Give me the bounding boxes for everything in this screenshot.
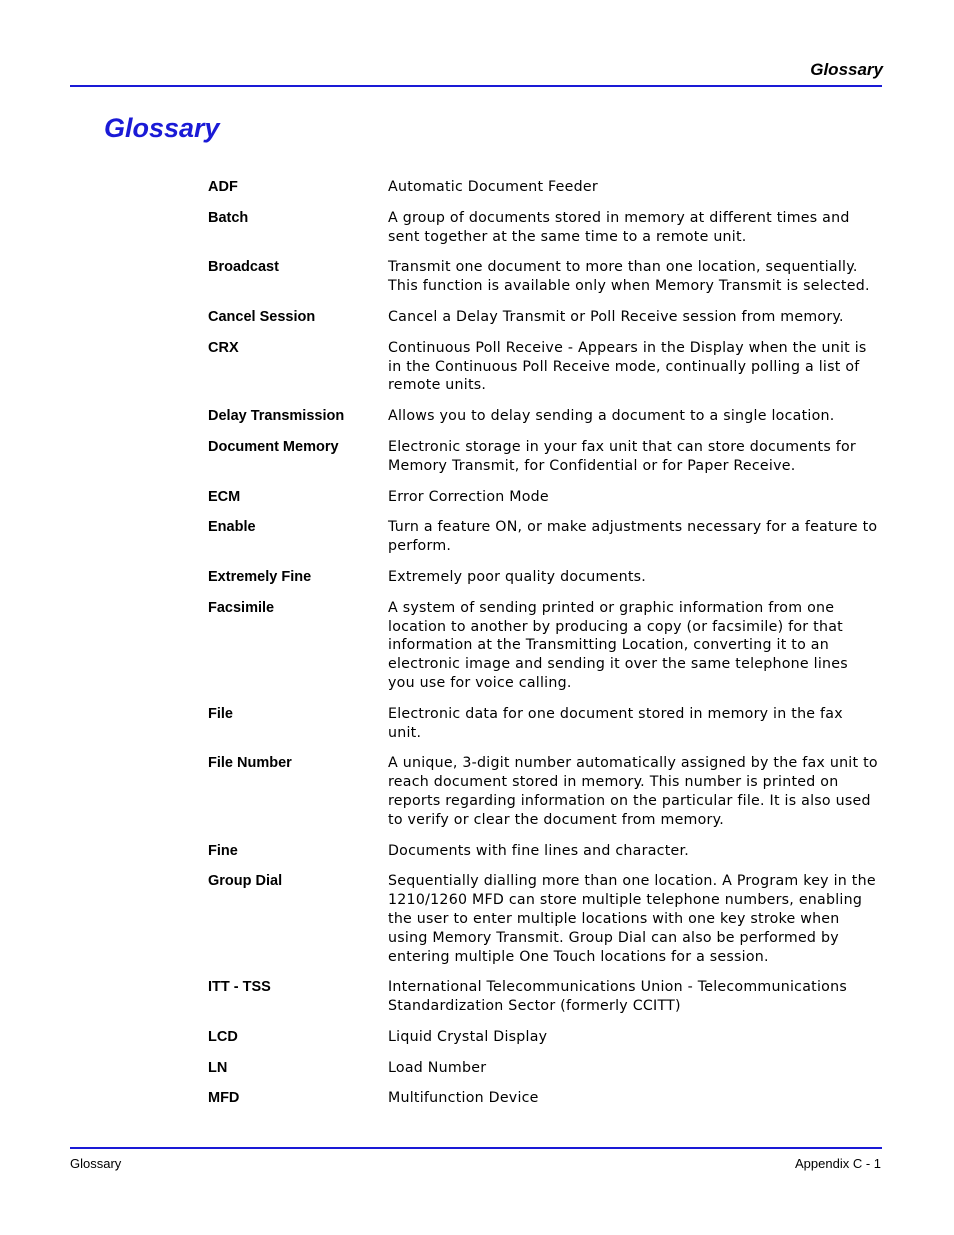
glossary-entry bbox=[208, 1028, 878, 1047]
glossary-term: ADF bbox=[208, 179, 238, 195]
glossary-entry bbox=[208, 1089, 878, 1108]
glossary-definition: Automatic Document Feeder bbox=[388, 179, 598, 195]
glossary-term: LN bbox=[208, 1059, 228, 1076]
glossary-definition: A system of sending printed or graphic information from one location to another by producing a copy (or facsimile) for that information at the Transmitting Location, converting it to an electronic image and sending it over the same telephone lines you use for voice calling. bbox=[388, 599, 848, 691]
glossary-entry bbox=[208, 978, 878, 1016]
glossary-entry bbox=[208, 705, 878, 743]
glossary-term: Fine bbox=[208, 842, 238, 859]
glossary-term: CRX bbox=[208, 339, 239, 356]
header-rule bbox=[70, 85, 882, 87]
glossary-entry bbox=[208, 754, 878, 829]
glossary-definition: A group of documents stored in memory at different times and sent together at the same time to a remote unit. bbox=[388, 209, 850, 245]
glossary-entry bbox=[208, 407, 878, 426]
glossary-term: Delay Transmission bbox=[208, 408, 345, 425]
glossary-term: Cancel Session bbox=[208, 308, 316, 325]
glossary-definition: Sequentially dialling more than one location. A Program key in the 1210/1260 MFD can store multiple telephone numbers, enabling the user to enter multiple locations with one key stroke when using Memory Transmit. Group Dial can also be performed by entering multiple One Touch locations for a session. bbox=[388, 873, 876, 965]
glossary-term: Document Memory bbox=[208, 438, 339, 455]
glossary-term: ITT - TSS bbox=[208, 979, 271, 996]
glossary-entry bbox=[208, 842, 878, 861]
glossary-term: Broadcast bbox=[208, 259, 279, 276]
glossary-definition: Documents with fine lines and character. bbox=[388, 842, 690, 859]
glossary-definition: A unique, 3-digit number automatically assigned by the fax unit to reach document stored in memory. This number is printed on reports regarding information on the particular file. It is also used to verify or clear the document from memory. bbox=[388, 755, 878, 828]
glossary-entry bbox=[208, 438, 878, 476]
glossary-definition: Multifunction Device bbox=[388, 1090, 539, 1107]
glossary-definition: Electronic storage in your fax unit that can store documents for Memory Transmit, for Confidential or for Paper Receive. bbox=[388, 438, 856, 474]
glossary-entry bbox=[208, 488, 878, 507]
glossary-term: Enable bbox=[208, 519, 256, 536]
glossary-list bbox=[208, 178, 878, 1120]
glossary-term: ECM bbox=[208, 488, 241, 505]
page-title: Glossary bbox=[104, 113, 220, 143]
glossary-definition: Transmit one document to more than one location, sequentially. This function is available only when Memory Transmit is selected. bbox=[388, 259, 870, 295]
glossary-term: Batch bbox=[208, 209, 249, 226]
glossary-definition: Liquid Crystal Display bbox=[388, 1028, 548, 1045]
glossary-entry bbox=[208, 599, 878, 693]
running-header-title: Glossary bbox=[810, 60, 883, 79]
glossary-term: Facsimile bbox=[208, 599, 275, 616]
glossary-term: MFD bbox=[208, 1090, 240, 1107]
glossary-term: Extremely Fine bbox=[208, 568, 312, 585]
glossary-entry bbox=[208, 258, 878, 296]
glossary-entry bbox=[208, 209, 878, 247]
glossary-entry bbox=[208, 872, 878, 966]
glossary-term: LCD bbox=[208, 1028, 238, 1045]
glossary-definition: Turn a feature ON, or make adjustments necessary for a feature to perform. bbox=[388, 519, 878, 555]
glossary-definition: Extremely poor quality documents. bbox=[388, 568, 647, 585]
glossary-entry bbox=[208, 1059, 878, 1078]
glossary-term: File Number bbox=[208, 755, 292, 772]
glossary-entry bbox=[208, 178, 878, 197]
glossary-definition: Allows you to delay sending a document to a single location. bbox=[388, 408, 835, 425]
glossary-entry bbox=[208, 568, 878, 587]
glossary-definition: Error Correction Mode bbox=[388, 488, 549, 505]
glossary-definition: Cancel a Delay Transmit or Poll Receive session from memory. bbox=[388, 308, 844, 325]
footer-rule bbox=[70, 1147, 882, 1149]
footer-section-title: Glossary bbox=[70, 1156, 122, 1171]
glossary-term: File bbox=[208, 705, 233, 722]
glossary-entry bbox=[208, 518, 878, 556]
glossary-entry bbox=[208, 339, 878, 395]
glossary-definition: Electronic data for one document stored in memory in the fax unit. bbox=[388, 705, 843, 741]
glossary-term: Group Dial bbox=[208, 873, 283, 890]
glossary-definition: Continuous Poll Receive - Appears in the Display when the unit is in the Continuous Poll Receive mode, continually polling a list of remote units. bbox=[388, 339, 867, 394]
glossary-entry bbox=[208, 308, 878, 327]
glossary-definition: International Telecommunications Union - Telecommunications Standardization Sector (formerly CCITT) bbox=[388, 979, 847, 1015]
footer-page-number: Appendix C - 1 bbox=[795, 1156, 881, 1171]
glossary-definition: Load Number bbox=[388, 1059, 487, 1076]
